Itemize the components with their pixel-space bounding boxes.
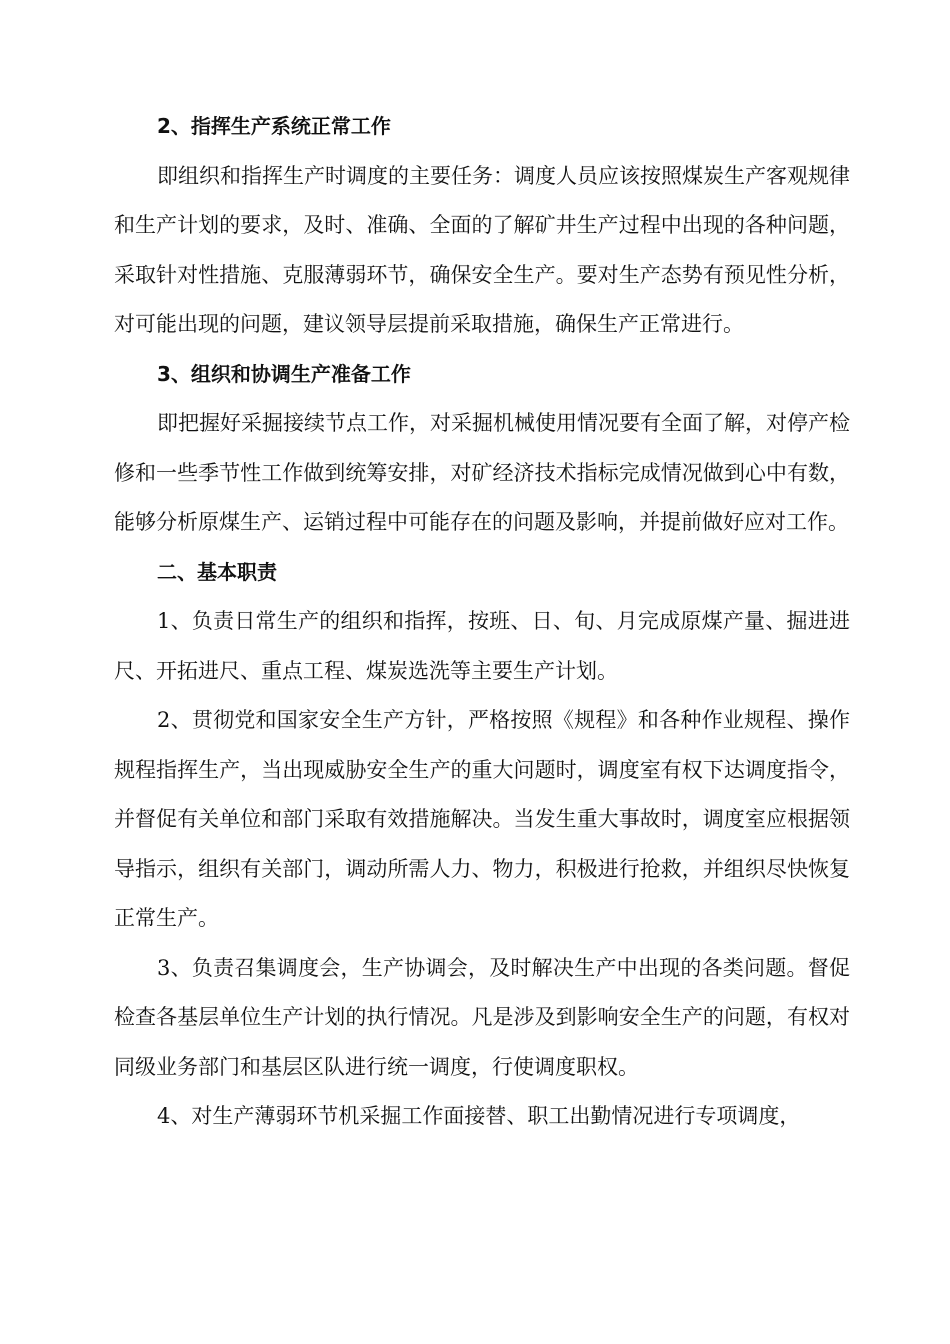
paragraph-command-production: 即组织和指挥生产时调度的主要任务：调度人员应该按照煤炭生产客观规律和生产计划的要求，及时、准确、全面的了解矿井生产过程中出现的各种问题，采取针对性措施、克服薄弱环节，确保安全生产。要对生产态势有预见性分析，对可能出现的问题，建议领导层提前采取措施，确保生产正常进行。 [114,163,850,336]
paragraph-production-preparation: 即把握好采掘接续节点工作，对采掘机械使用情况要有全面了解，对停产检修和一些季节性工作做到统筹安排，对矿经济技术指标完成情况做到心中有数，能够分析原煤生产、运销过程中可能存在的问题及影响，并提前做好应对工作。 [114,411,850,534]
subheading-production-preparation: 3、组织和协调生产准备工作 [157,361,411,386]
paragraph-duty-2: 2、贯彻党和国家安全生产方针，严格按照《规程》和各种作业规程、操作规程指挥生产，当出现威胁安全生产的重大问题时，调度室有权下达调度指令，并督促有关单位和部门采取有效措施解决。当发生重大事故时，调度室应根据领导指示，组织有关部门，调动所需人力、物力，积极进行抢救，并组织尽快恢复正常生产。 [114,708,850,930]
subheading-command-production: 2、指挥生产系统正常工作 [157,114,391,138]
section-heading-basic-duties: 二、基本职责 [157,559,277,584]
document-body [114,102,850,1142]
paragraph-duty-3: 3、负责召集调度会，生产协调会，及时解决生产中出现的各类问题。督促检查各基层单位生产计划的执行情况。凡是涉及到影响安全生产的问题，有权对同级业务部门和基层区队进行统一调度，行使调度职权。 [114,955,850,1079]
paragraph-duty-4: 4、对生产薄弱环节机采掘工作面接替、职工出勤情况进行专项调度， [157,1104,801,1128]
paragraph-duty-1: 1、负责日常生产的组织和指挥，按班、日、旬、月完成原煤产量、掘进进尺、开拓进尺、重点工程、煤炭选洗等主要生产计划。 [114,609,850,683]
